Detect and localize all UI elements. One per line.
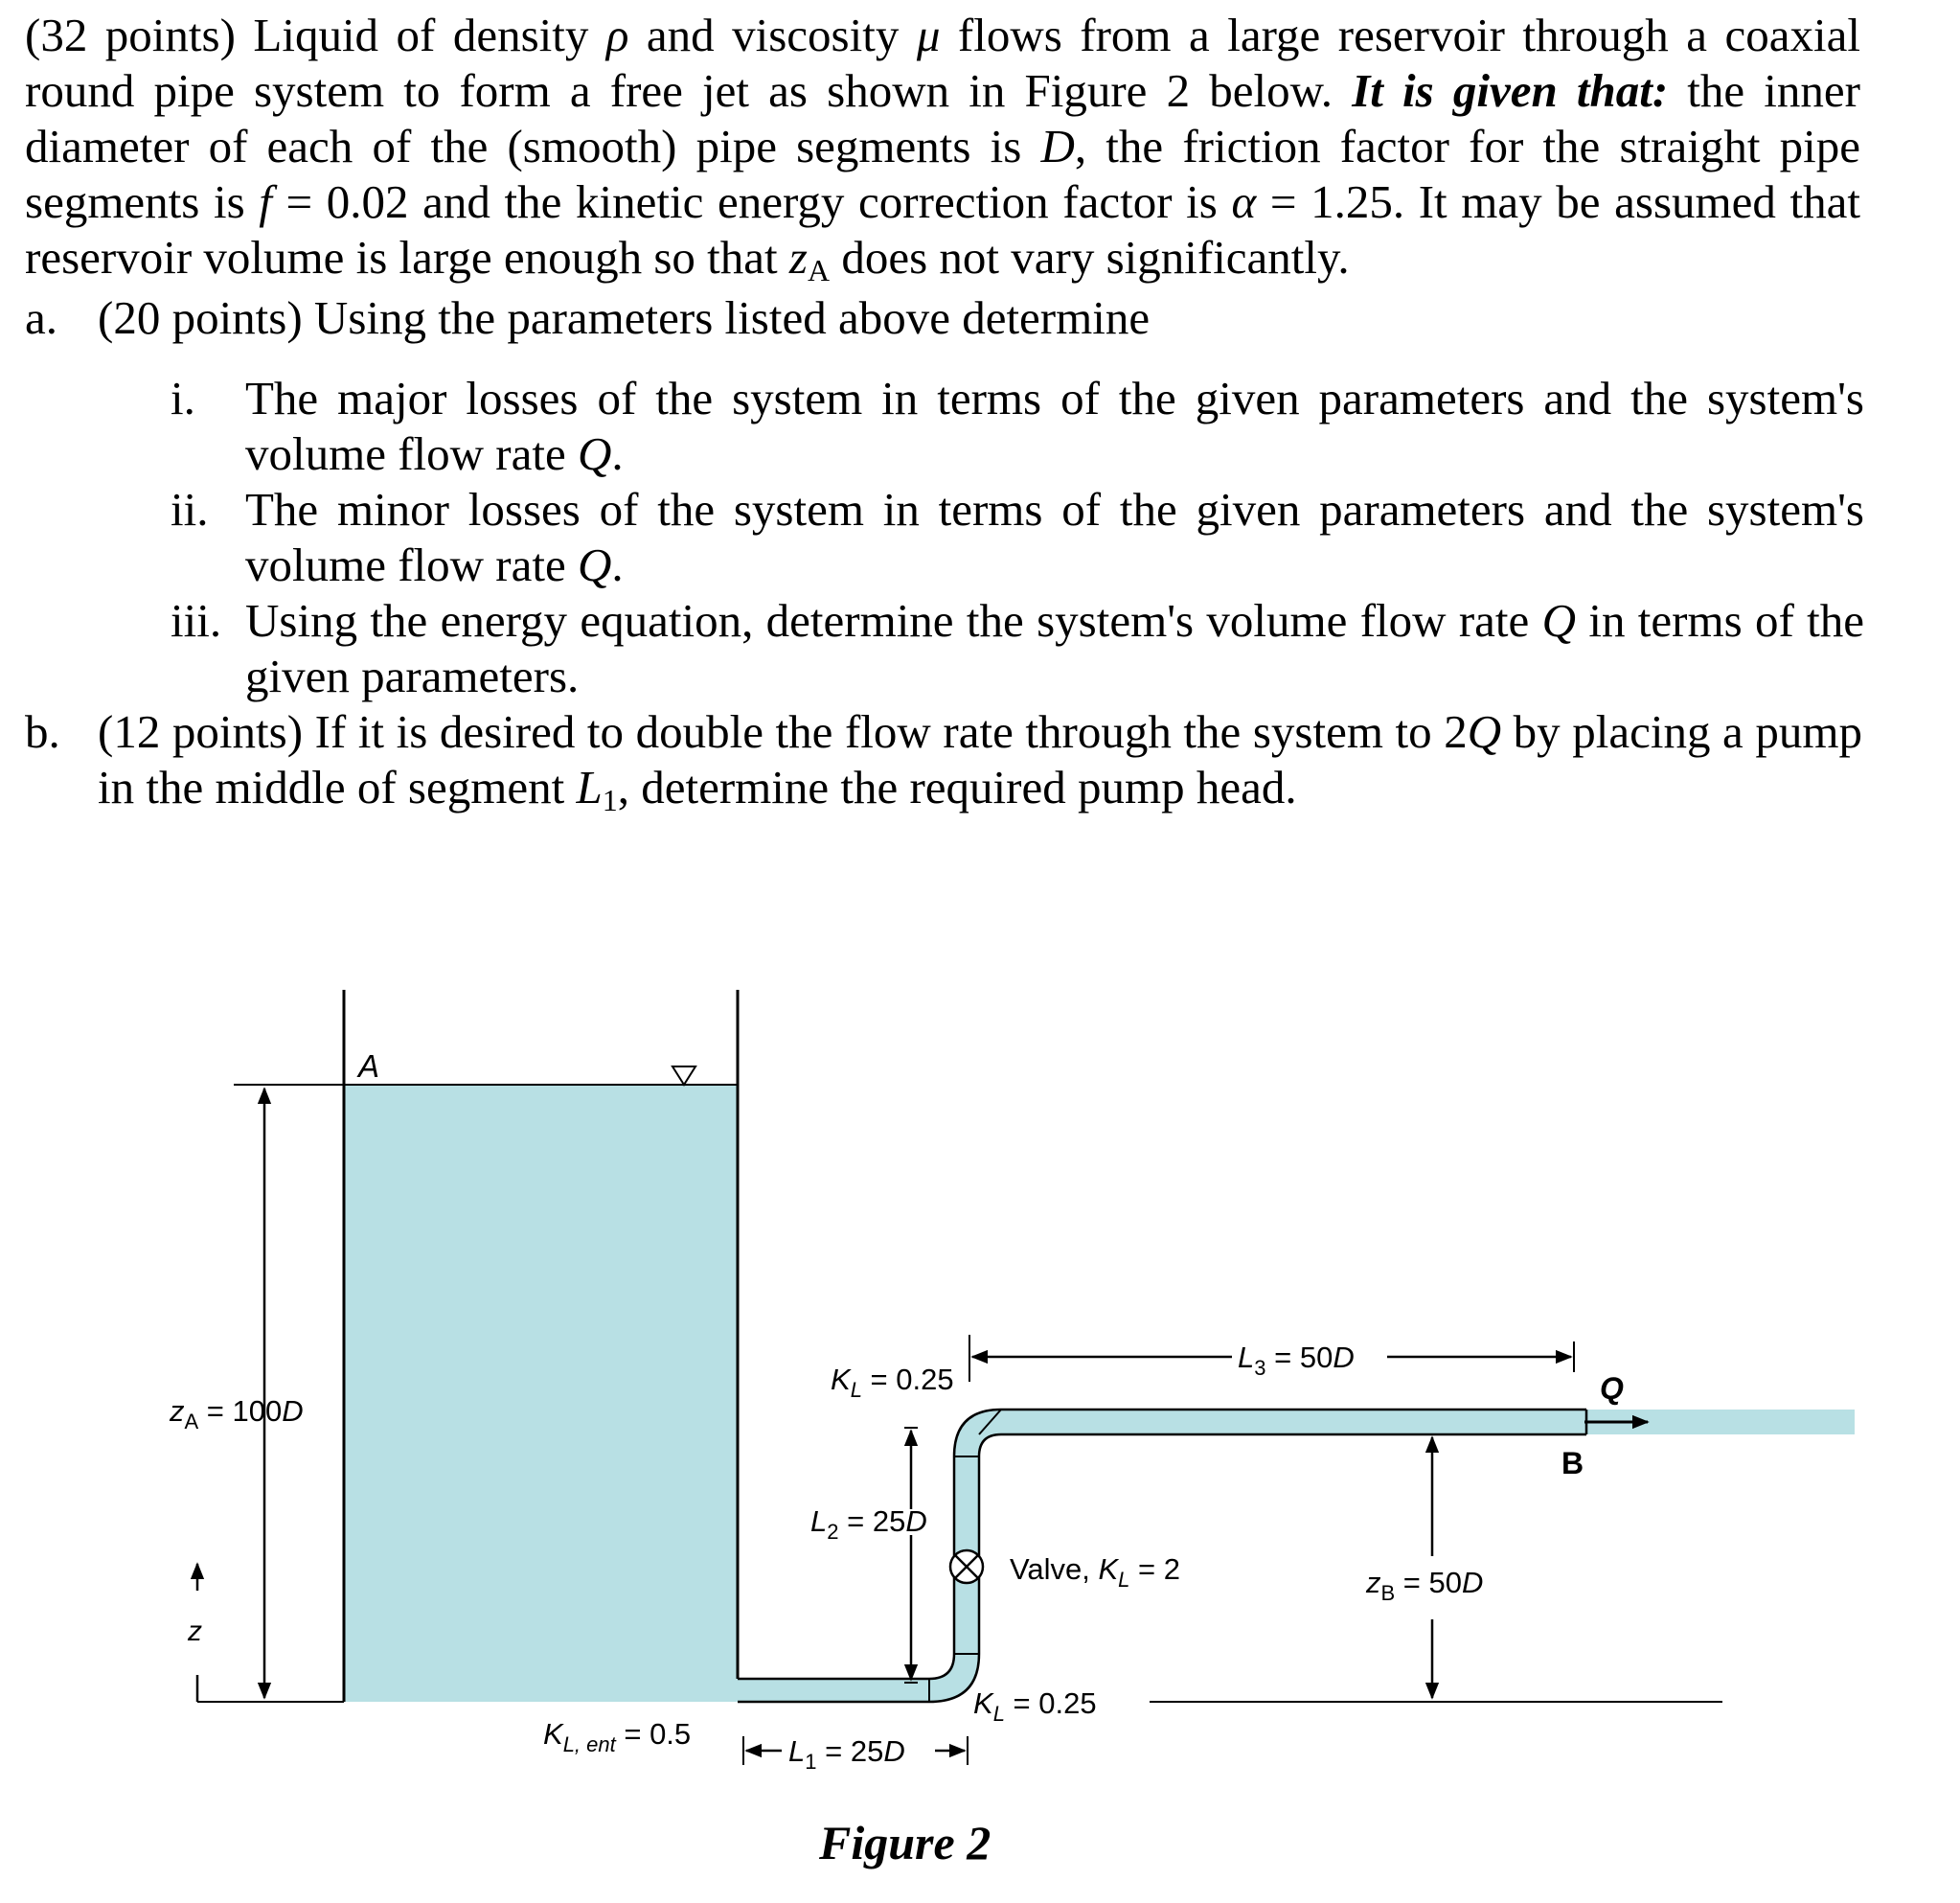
pipe-l3-fluid: [1001, 1410, 1801, 1434]
valve-k-subscript: L: [1118, 1568, 1130, 1592]
intro-text: , the friction factor for the straight pipe segments is: [25, 120, 1860, 228]
l-symbol: L: [576, 761, 603, 814]
k-entrance-subscript: L, ent: [562, 1732, 616, 1756]
diameter-symbol: D: [1040, 120, 1075, 172]
l1-d: D: [883, 1734, 905, 1768]
za-label-subscript: A: [184, 1410, 199, 1433]
za-label-d: D: [282, 1394, 304, 1428]
pipe-l1-fluid: [738, 1679, 929, 1702]
l1-label: [788, 1734, 905, 1774]
k-bottom-elbow-label: [973, 1686, 1097, 1726]
zb-label-symbol: z: [1366, 1566, 1381, 1599]
mu-symbol: μ: [916, 9, 941, 61]
alpha-symbol: α: [1231, 175, 1257, 228]
l1-symbol: L: [788, 1734, 806, 1768]
zb-label-subscript: B: [1380, 1581, 1396, 1605]
z-axis-label: z: [188, 1616, 202, 1647]
rho-symbol: ρ: [605, 9, 629, 61]
za-label: [169, 1394, 304, 1433]
za-symbol: z: [788, 231, 808, 284]
l-subscript: 1: [602, 783, 618, 817]
intro-text: flows from a large reservoir through a coaxial round pipe system to form a free jet as shown in Figure 2 below.: [25, 9, 1860, 117]
k-bottom-subscript: L: [992, 1702, 1005, 1726]
intro-text: (32 points) Liquid of density: [25, 9, 606, 61]
part-b-text: (12 points) If it is desired to double the flow rate through the system to 2: [98, 705, 1468, 758]
l2-value: = 25: [838, 1504, 906, 1538]
k-entrance-label: [543, 1717, 691, 1756]
k-top-symbol: K: [831, 1363, 851, 1396]
part-b-text: by placing a pump in the middle of segment: [98, 705, 1862, 814]
k-entrance-symbol: K: [543, 1717, 563, 1751]
part-b-label: b.: [25, 705, 60, 758]
subitem-text: The minor losses of the system in terms of the given parameters and the system's volume flow rate: [245, 483, 1864, 591]
intro-text: and viscosity: [628, 9, 917, 61]
part-b-text: , determine the required pump head.: [617, 761, 1297, 814]
flow-q-label: Q: [1600, 1371, 1624, 1406]
friction-symbol: f: [259, 175, 272, 228]
k-bottom-symbol: K: [973, 1686, 993, 1720]
l3-value: = 50: [1265, 1341, 1333, 1374]
valve-label: [1010, 1552, 1180, 1592]
part-a-label: a.: [25, 291, 57, 344]
pipe-upper-wall: [738, 1410, 1586, 1679]
intro-text: = 1.25. It may be assumed that reservoir volume is large enough so that: [25, 175, 1860, 284]
l3-subscript: 3: [1254, 1356, 1266, 1380]
intro-text: = 0.02 and the kinetic energy correction factor is: [271, 175, 1232, 228]
q-symbol: Q: [1467, 705, 1502, 758]
reservoir-fluid: [344, 1085, 738, 1702]
l2-d: D: [905, 1504, 927, 1538]
l2-subscript: 2: [827, 1520, 839, 1544]
valve-k-value: = 2: [1129, 1552, 1180, 1586]
subitem-text: .: [611, 427, 624, 480]
l3-symbol: L: [1238, 1341, 1255, 1374]
subitem-text: The major losses of the system in terms of the given parameters and the system's volume flow rate: [245, 372, 1864, 480]
k-top-subscript: L: [850, 1378, 862, 1402]
l1-subscript: 1: [805, 1750, 817, 1774]
point-a-label: A: [358, 1048, 380, 1084]
free-surface-icon: [672, 1066, 695, 1085]
k-bottom-value: = 0.25: [1004, 1686, 1097, 1720]
point-b-label: B: [1561, 1446, 1584, 1480]
subitem-label: ii.: [171, 483, 209, 536]
k-entrance-value: = 0.5: [615, 1717, 692, 1751]
l1-value: = 25: [816, 1734, 884, 1768]
q-symbol: Q: [577, 539, 612, 591]
l2-label: [810, 1504, 927, 1544]
zb-label-value: = 50: [1395, 1566, 1462, 1599]
subitem-text: in terms of the given parameters.: [245, 594, 1865, 702]
part-a-text: (20 points) Using the parameters listed above determine: [98, 291, 1151, 344]
l2-symbol: L: [810, 1504, 828, 1538]
pipe-fill-shadow: [738, 1411, 1801, 1679]
subitem-text: .: [611, 539, 624, 591]
za-subscript: A: [807, 253, 831, 287]
za-label-symbol: z: [170, 1394, 185, 1428]
valve-k-symbol: K: [1098, 1552, 1119, 1586]
k-top-elbow-label: [831, 1363, 954, 1402]
k-top-value: = 0.25: [861, 1363, 954, 1396]
given-label: It is given that:: [1352, 64, 1669, 117]
subitem-label: i.: [171, 372, 195, 424]
intro-text: the inner diameter of each of the (smooth) pipe segments is: [25, 64, 1860, 172]
subitem-label: iii.: [171, 594, 222, 647]
figure-caption: Figure 2: [819, 1816, 991, 1869]
l3-d: D: [1333, 1341, 1355, 1374]
q-symbol: Q: [1541, 594, 1577, 647]
valve-text: Valve,: [1010, 1552, 1099, 1586]
q-symbol: Q: [577, 427, 612, 480]
free-jet: [1801, 1410, 1855, 1434]
za-label-value: = 100: [198, 1394, 283, 1428]
zb-label-d: D: [1462, 1566, 1484, 1599]
intro-text: does not vary significantly.: [830, 231, 1350, 284]
subitem-text: Using the energy equation, determine the system's volume flow rate: [245, 594, 1542, 647]
l3-label: [1238, 1341, 1355, 1380]
zb-label: [1365, 1566, 1483, 1605]
